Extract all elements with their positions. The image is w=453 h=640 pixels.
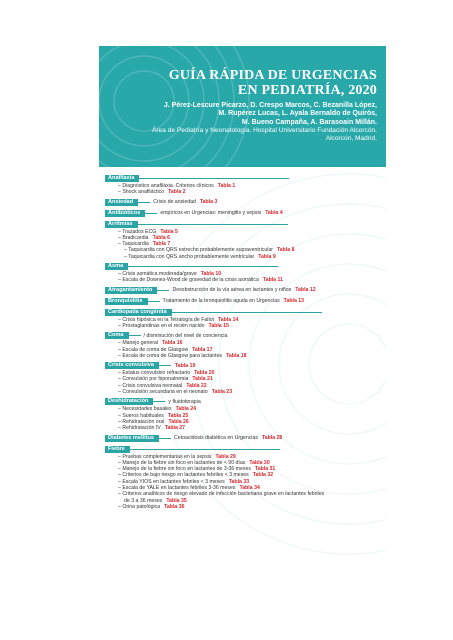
item-text: – Rehidratación oral [118, 418, 165, 425]
table-reference[interactable]: Tabla 32 [252, 472, 274, 479]
section-rule [128, 266, 278, 267]
section-header [105, 331, 383, 340]
table-reference[interactable]: Tabla 13 [283, 298, 305, 305]
table-reference[interactable]: Tabla 22 [186, 382, 207, 389]
section-subtitle: Cetoacidosis diabética en Urgencias [174, 435, 258, 442]
toc-section [105, 262, 383, 284]
table-reference[interactable]: Tabla 31 [254, 466, 276, 473]
section-label: Diabetes mellitus [105, 435, 159, 442]
table-reference[interactable]: Tabla 35 [166, 497, 187, 504]
section-header [105, 434, 383, 443]
section-header [105, 209, 383, 218]
item-text: – Taquicardia con QRS ancho probablemente ventricular [124, 253, 255, 260]
item-text: – Criterios de bajo riesgo en lactantes febriles < 3 meses [118, 472, 249, 479]
list-item [105, 425, 383, 431]
section-rule [159, 365, 171, 366]
section-subtitle: / disminución del nivel de conciencia [143, 332, 228, 339]
toc-section [105, 308, 383, 330]
table-reference[interactable]: Tabla 10 [200, 271, 222, 278]
section-rule [148, 301, 160, 302]
section-label: Cardiopatía congénita [105, 309, 172, 316]
table-reference[interactable]: Tabla 17 [192, 346, 213, 353]
table-reference[interactable]: Tabla 19 [175, 362, 196, 369]
section-header [105, 262, 383, 271]
table-reference[interactable]: Tabla 15 [208, 322, 229, 329]
section-label: Asma [105, 263, 128, 270]
header-banner [99, 46, 386, 167]
item-text: – Criterios analíticos de riesgo elevado de infección bacteriana grave en lactantes febriles [118, 491, 325, 498]
section-rule [145, 213, 157, 214]
section-subtitle: y fluidoterapia [168, 398, 201, 405]
section-label: Deshidratación [105, 398, 153, 405]
section-header [105, 397, 383, 406]
item-text: – Escala de Downes-Wood de gravedad de la crisis asmática [118, 277, 259, 284]
section-rule [139, 178, 289, 179]
item-text: – Manejo general [118, 340, 159, 347]
item-text: – Necesidades basales [118, 406, 172, 413]
title-line-2: EN PEDIATRÍA, 2020 [237, 83, 377, 98]
table-reference[interactable]: Tabla 1 [217, 183, 236, 189]
item-text: – Taquicardia [118, 241, 149, 248]
table-reference[interactable]: Tabla 6 [152, 234, 171, 241]
authors-line: J. Pérez-Lescure Picarzo, D. Crespo Marcos, C. Bezanilla López, [163, 102, 377, 109]
affiliation-line: Alcorcón, Madrid. [325, 135, 377, 143]
toc-section [105, 445, 383, 511]
section-header [105, 286, 383, 295]
toc-section [105, 198, 383, 207]
document-page [99, 46, 386, 592]
table-reference[interactable]: Tabla 27 [164, 425, 186, 432]
section-header [105, 198, 383, 207]
item-text: – Crisis convulsiva neonatal [118, 382, 183, 389]
table-reference[interactable]: Tabla 11 [262, 277, 283, 284]
item-text: – Crisis hipóxica en la Tetralogía de Fallot [118, 316, 214, 323]
list-item [105, 389, 383, 395]
list-item [105, 353, 383, 359]
section-header [105, 174, 383, 183]
item-text: – Escala de coma de Glasgow [118, 346, 189, 353]
section-label: Arritmias [105, 221, 138, 228]
table-reference[interactable]: Tabla 30 [249, 459, 270, 466]
item-text: – Sueros habituales [118, 412, 164, 419]
section-header [105, 297, 383, 306]
list-item [105, 323, 383, 329]
table-reference[interactable]: Tabla 2 [168, 189, 186, 196]
item-text: – Escala YIOS en lactantes febriles < 3 meses [118, 478, 225, 485]
section-label: Bronquiolitis [105, 298, 148, 305]
item-text: – Manejo de la fiebre sin foco en lactantes de 3-36 meses [118, 466, 251, 473]
toc-section [105, 209, 383, 218]
section-rule [172, 312, 322, 313]
section-header [105, 220, 383, 229]
item-text: – Bradicardia [118, 234, 149, 241]
table-reference[interactable]: Tabla 24 [175, 406, 197, 413]
item-text: – Diagnóstico anafiláxia. Criterios clínicos [118, 183, 214, 189]
authors-line: M. Rupérez Lucas, L. Ayala Bernaldo de Quirós, [218, 110, 377, 118]
section-label: Ansiedad [105, 199, 138, 206]
toc-section [105, 297, 383, 306]
table-reference[interactable]: Tabla 28 [261, 435, 283, 442]
table-reference[interactable]: Tabla 18 [226, 352, 247, 359]
table-reference[interactable]: Tabla 5 [160, 228, 178, 235]
toc-section [105, 397, 383, 431]
item-text: – Prostaglandinas en el recién nacido [118, 322, 205, 329]
list-item [105, 189, 383, 195]
table-reference[interactable]: Tabla 8 [276, 247, 295, 254]
section-label: Atragantamiento [105, 287, 157, 294]
table-reference[interactable]: Tabla 14 [217, 316, 239, 323]
section-rule [129, 335, 141, 336]
item-text: – Taquicardia con QRS estrecho probablemente supraventricular [124, 247, 273, 254]
table-reference[interactable]: Tabla 7 [152, 241, 171, 248]
section-header [105, 308, 383, 317]
table-reference[interactable]: Tabla 20 [194, 370, 215, 377]
toc-section [105, 286, 383, 295]
section-subtitle: empíricos en Urgencias: meningitis y sepsis [160, 210, 262, 217]
section-subtitle: Tratamiento de la bronquiolitis aguda en Urgencias [162, 298, 280, 305]
table-reference[interactable]: Tabla 29 [215, 453, 236, 460]
list-item [105, 504, 383, 510]
item-text: – Escala de YALE en lactantes febriles 3-36 meses [118, 485, 236, 492]
item-text: – Manejo de la fiebre sin foco en lactantes de < 90 días [118, 459, 246, 466]
item-text: – Estatus convulsivo refractario [118, 370, 191, 377]
section-rule [157, 290, 169, 291]
item-text: de 3 a 36 meses [124, 497, 163, 504]
item-text: – Trazados ECG [118, 228, 157, 235]
section-rule [153, 401, 165, 402]
item-text: – Orina patológica [118, 503, 161, 510]
toc-section [105, 220, 383, 260]
table-reference[interactable]: Tabla 3 [199, 199, 218, 206]
table-reference[interactable]: Tabla 21 [192, 376, 213, 383]
table-reference[interactable]: Tabla 12 [295, 287, 316, 294]
section-rule [159, 438, 171, 439]
affiliation-line: Área de Pediatría y Neonatología. Hospital Universitario Fundación Alcorcón. [151, 126, 377, 134]
section-label: Fiebre [105, 446, 130, 453]
section-label: Crisis convulsiva [105, 362, 159, 369]
affiliation [99, 127, 377, 143]
item-text: – Rehidratación IV [118, 425, 161, 432]
list-item [105, 277, 383, 283]
toc-section [105, 361, 383, 395]
section-subtitle: Desobstrucción de la vía aérea en lactantes y niños [172, 287, 292, 294]
table-reference[interactable]: Tabla 33 [228, 478, 250, 485]
item-text: – Shock anafiláctico [118, 189, 165, 196]
section-rule [138, 202, 150, 203]
table-reference[interactable]: Tabla 34 [239, 485, 260, 492]
section-rule [138, 224, 288, 225]
section-header [105, 445, 383, 454]
item-text: – Convulsión por hiponatremia [118, 376, 189, 383]
section-label: Antibióticos [105, 210, 145, 217]
item-text: – Pruebas complementarias en la sepsis [118, 453, 212, 460]
table-reference[interactable]: Tabla 36 [164, 503, 185, 510]
toc-section [105, 331, 383, 359]
toc-section [105, 174, 383, 196]
toc-section [105, 434, 383, 443]
table-reference[interactable]: Tabla 16 [162, 340, 183, 347]
section-rule [130, 449, 280, 450]
table-of-contents [105, 172, 383, 510]
item-text: – Escala de coma de Glasgow para lactantes [118, 352, 223, 359]
authors-line: M. Bueno Campaña, A. Barasoain Millán. [241, 118, 377, 126]
section-header [105, 361, 383, 370]
section-label: Coma [105, 332, 129, 339]
list-item [105, 254, 383, 260]
item-text: – Convulsión secundaria en el neonato [118, 389, 208, 396]
section-label: Anafilaxia [105, 175, 139, 182]
item-text: – Crisis asmática moderada/grave [118, 271, 197, 278]
section-subtitle: Crisis de ansiedad [153, 199, 196, 206]
authors [99, 102, 377, 127]
table-reference[interactable]: Tabla 9 [258, 253, 276, 260]
title-line-1: GUÍA RÁPIDA DE URGENCIAS [168, 68, 377, 83]
table-reference[interactable]: Tabla 4 [265, 210, 283, 217]
table-reference[interactable]: Tabla 26 [168, 418, 189, 425]
table-reference[interactable]: Tabla 23 [211, 389, 233, 396]
table-reference[interactable]: Tabla 25 [167, 412, 189, 419]
